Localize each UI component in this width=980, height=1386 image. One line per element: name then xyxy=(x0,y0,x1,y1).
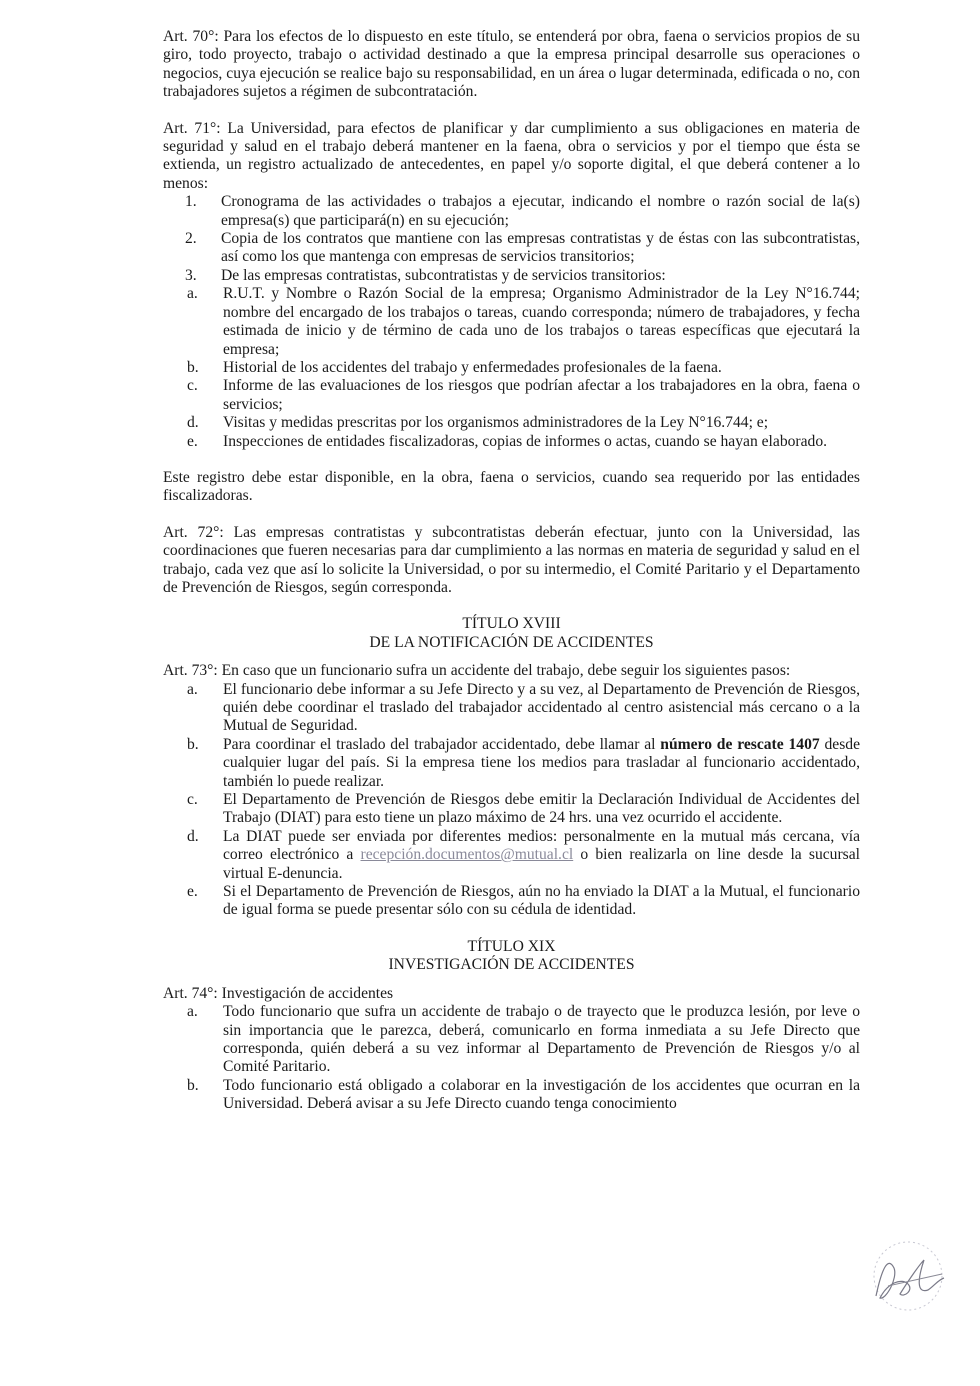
art71-list xyxy=(163,193,860,451)
list-marker: b. xyxy=(187,1076,199,1094)
list-marker: d. xyxy=(187,827,199,845)
list-item xyxy=(163,883,860,920)
list-marker: 1. xyxy=(185,193,197,211)
text-fragment: o bien realizarla on line desde la sucursal virtual E-denuncia. xyxy=(223,846,860,882)
list-item xyxy=(163,736,860,791)
list-item xyxy=(163,828,860,883)
list-marker: c. xyxy=(187,377,198,395)
list-item xyxy=(163,681,860,736)
list-marker: e. xyxy=(187,432,198,450)
list-item xyxy=(163,230,860,267)
list-item-text: Cronograma de las actividades o trabajos a ejecutar, indicando el nombre o razón social de la(s) empresa(s) que participará(n) en su ejecución; xyxy=(221,193,860,229)
art73-text: En caso que un funcionario sufra un accidente del trabajo, debe seguir los siguientes pasos: xyxy=(221,662,791,680)
list-item xyxy=(163,359,860,377)
list-item-text: Copia de los contratos que mantiene con las empresas contratistas y de éstas con las subcontratistas, así como los que mantenga con empresas de servicios transitorios; xyxy=(221,230,860,266)
art71-closing: Este registro debe estar disponible, en la obra, faena o servicios, cuando sea requerido por las entidades fiscalizadoras. xyxy=(163,468,860,505)
list-marker: b. xyxy=(187,735,199,753)
list-item-text: Todo funcionario que sufra un accidente de trabajo o de trayecto que le produzca lesión, por leve o sin importancia que le parezca, deberá, comunicarlo en forma inmediata a su Jefe Directo que corresponda, quién deberá a su vez informar al Departamento de Prevención de Riesgos y/o al Comité Paritario. xyxy=(223,1003,860,1076)
list-marker: c. xyxy=(187,791,198,809)
list-item-text: Si el Departamento de Prevención de Riesgos, aún no ha enviado la DIAT a la Mutual, el funcionario de igual forma se puede presentar sólo con su cédula de identidad. xyxy=(223,883,860,919)
title-xix-heading: INVESTIGACIÓN DE ACCIDENTES xyxy=(388,956,635,974)
art74-list xyxy=(163,1003,860,1113)
list-item xyxy=(163,433,860,451)
art74-heading xyxy=(163,985,860,1003)
art74-label: Art. 74°: xyxy=(163,984,218,1002)
title-xviii-heading: DE LA NOTIFICACIÓN DE ACCIDENTES xyxy=(369,633,654,651)
list-item-text xyxy=(223,736,860,791)
art72-paragraph xyxy=(163,524,860,598)
text-fragment: desde cualquier lugar del país. Si la empresa tiene los medios para trasladar al funcionario accidentado, también lo puede realizar. xyxy=(223,735,860,790)
list-marker: e. xyxy=(187,883,198,901)
list-item-text: Historial de los accidentes del trabajo y enfermedades profesionales de la faena. xyxy=(223,358,722,376)
list-marker: b. xyxy=(187,358,199,376)
list-item-text: Todo funcionario está obligado a colaborar en la investigación de los accidentes que ocurran en la Universidad. Deberá avisar a su Jefe Directo cuando tenga conocimiento xyxy=(223,1076,860,1113)
list-marker: 3. xyxy=(185,266,197,284)
art70-label: Art. 70°: xyxy=(163,28,219,45)
list-item xyxy=(163,193,860,230)
art74-heading-text: Investigación de accidentes xyxy=(221,984,394,1002)
list-item xyxy=(163,267,860,285)
title-xviii-number: TÍTULO XVIII xyxy=(462,615,561,633)
text-fragment: La DIAT puede ser enviada por diferentes medios: personalmente en la mutual más cercana, vía correo electrónico a xyxy=(223,827,860,864)
art71-label: Art. 71°: xyxy=(163,119,221,137)
art73-paragraph xyxy=(163,662,860,680)
title-xix-number: TÍTULO XIX xyxy=(467,937,556,955)
list-item-text: El funcionario debe informar a su Jefe Directo y a su vez, al Departamento de Prevención de Riesgos, quién debe coordinar el traslado del trabajador accidentado al centro asistencial más cercano o a la Mutual de Seguridad. xyxy=(223,680,860,735)
list-item-text: Visitas y medidas prescritas por los organismos administradores de la Ley N°16.744; e; xyxy=(223,414,769,432)
list-item xyxy=(163,414,860,432)
art73-list xyxy=(163,681,860,920)
art71-text: La Universidad, para efectos de planificar y dar cumplimiento a sus obligaciones en materia de seguridad y salud en el trabajo deberá mantener en la faena, obra o servicios y por el tiempo que ésta se extienda, un registro actualizado de antecedentes, en papel y/o soporte digital, el que deberá contener a lo menos: xyxy=(163,119,860,192)
email-link[interactable]: recepción.documentos@mutual.cl xyxy=(360,846,574,864)
art72-text: Las empresas contratistas y subcontratistas deberán efectuar, junto con la Universidad, las coordinaciones que fueren necesarias para dar cumplimiento a las normas en materia de seguridad y salud en el trabajo, cada vez que así lo solicite la Universidad, o por su intermedio, el Comité Paritario y el Departamento de Prevención de Riesgos, según corresponda. xyxy=(163,523,861,596)
list-item-text xyxy=(223,828,860,883)
list-marker: a. xyxy=(187,680,198,698)
list-item-text: Inspecciones de entidades fiscalizadoras, copias de informes o actas, cuando se hayan elaborado. xyxy=(223,432,828,450)
art70-text: Para los efectos de lo dispuesto en este título, se entenderá por obra, faena o servicios propios de su giro, todo proyecto, trabajo o actividad destinado a que la empresa principal desarrolle sus operaciones o negocios, cuya ejecución se realice bajo su responsabilidad, en un área o lugar determinada, edificada o no, con trabajadores sujetos a régimen de subcontratación. xyxy=(163,28,860,101)
list-item xyxy=(163,791,860,828)
art70-paragraph xyxy=(163,28,860,102)
list-item xyxy=(163,377,860,414)
list-item-text: R.U.T. y Nombre o Razón Social de la empresa; Organismo Administrador de la Ley N°16.744; nombre del encargado de los trabajos o tareas, cuando corresponda; número de trabajadores, y fecha estimada de inicio y de término de cada uno de los trabajos o tareas específicas que ejecutará la empresa; xyxy=(223,285,860,358)
list-item-text: El Departamento de Prevención de Riesgos debe emitir la Declaración Individual de Accidentes del Trabajo (DIAT) para esto tiene un plazo máximo de 24 hrs. una vez ocurrido el accidente. xyxy=(223,791,860,827)
list-item xyxy=(163,285,860,359)
list-item xyxy=(163,1077,860,1114)
art73-label: Art. 73°: xyxy=(163,662,218,680)
list-marker: 2. xyxy=(185,230,197,248)
text-fragment: Para coordinar el traslado del trabajador accidentado, debe llamar al xyxy=(223,735,661,753)
art72-label: Art. 72°: xyxy=(163,523,224,541)
list-item-text: De las empresas contratistas, subcontratistas y de servicios transitorios: xyxy=(221,266,666,284)
signature-stamp xyxy=(858,1238,950,1318)
art71-paragraph xyxy=(163,120,860,194)
list-item-text: Informe de las evaluaciones de los riesgos que podrían afectar a los trabajadores en la obra, faena o servicios; xyxy=(223,377,860,413)
list-item xyxy=(163,1003,860,1077)
document-page xyxy=(163,28,860,1114)
rescue-number: número de rescate 1407 xyxy=(660,735,820,753)
list-marker: a. xyxy=(187,285,198,303)
list-marker: a. xyxy=(187,1003,198,1021)
list-marker: d. xyxy=(187,414,199,432)
